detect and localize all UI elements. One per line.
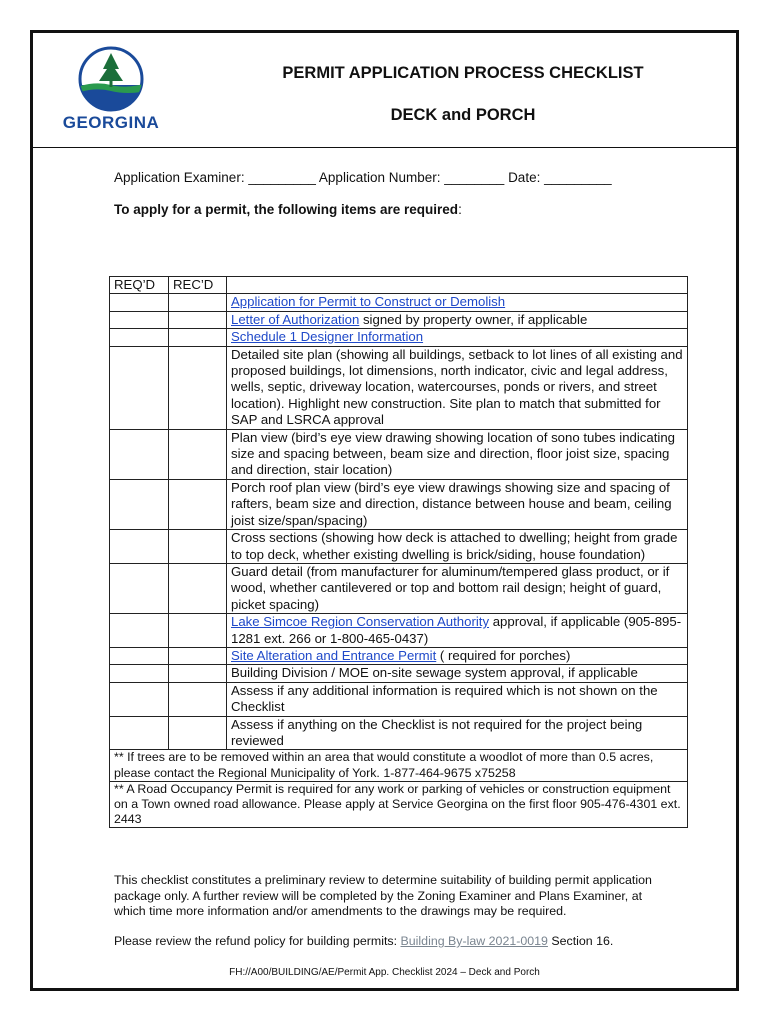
intro-text: To apply for a permit, the following items are required [114,202,459,217]
table-row [110,346,688,429]
table-header-row [110,277,688,294]
recd-checkbox-cell[interactable] [169,665,227,682]
recd-checkbox-cell[interactable] [169,479,227,529]
tree-removal-note: ** If trees are to be removed within an area that would constitute a woodlot of more than 0.5 acres, please contact the Regional Municipality of York. 1-877-464-9675 x75258 [110,750,688,781]
recd-checkbox-cell[interactable] [169,329,227,346]
item-cell: Assess if any additional information is required which is not shown on the Checklist [227,682,688,716]
refund-policy-section: Section 16. [547,934,614,948]
date-label: Date: [508,170,541,185]
recd-checkbox-cell[interactable] [169,647,227,664]
examiner-label: Application Examiner: [114,170,245,185]
reqd-checkbox-cell[interactable] [110,329,169,346]
road-occupancy-note: ** A Road Occupancy Permit is required for any work or parking of vehicles or construction equipment on a Town owned road allowance. Please apply at Service Georgina on the first floor 905-476-4301 ext. 2443 [110,781,688,828]
reqd-checkbox-cell[interactable] [110,647,169,664]
reqd-checkbox-cell[interactable] [110,716,169,750]
table-row [110,530,688,564]
table-row [110,716,688,750]
recd-checkbox-cell[interactable] [169,429,227,479]
table-note-row [110,781,688,828]
examiner-field[interactable]: _________ [244,170,319,185]
disclaimer-paragraph: This checklist constitutes a preliminary review to determine suitability of building permit application package only. A further review will be completed by the Zoning Examiner and Plans Examiner, at which time more information and/or amendments to the drawings may be required. [114,873,652,919]
document-frame [30,30,739,991]
reqd-checkbox-cell[interactable] [110,294,169,311]
column-header-recd: REC’D [169,277,227,294]
recd-checkbox-cell[interactable] [169,563,227,613]
table-row [110,329,688,346]
recd-checkbox-cell[interactable] [169,311,227,328]
reqd-checkbox-cell[interactable] [110,665,169,682]
recd-checkbox-cell[interactable] [169,346,227,429]
reqd-checkbox-cell[interactable] [110,682,169,716]
table-row [110,647,688,664]
recd-checkbox-cell[interactable] [169,682,227,716]
intro-colon: : [458,202,462,217]
item-cell: Plan view (bird’s eye view drawing showing location of sono tubes indicating size and spacing between, beam size and direction, floor joist size, spacing and direction, stair location) [227,429,688,479]
recd-checkbox-cell[interactable] [169,716,227,750]
item-cell [227,294,688,311]
item-cell: Building Division / MOE on-site sewage system approval, if applicable [227,665,688,682]
schedule-1-designer-link[interactable]: Schedule 1 Designer Information [231,329,424,345]
item-cell [227,311,688,328]
requirements-table [109,276,688,828]
recd-checkbox-cell[interactable] [169,294,227,311]
item-cell: Porch roof plan view (bird’s eye view drawings showing size and spacing of rafters, beam size and direction, distance between house and beam, ceiling joist size/span/spacing) [227,479,688,529]
table-row [110,479,688,529]
reqd-checkbox-cell[interactable] [110,429,169,479]
reqd-checkbox-cell[interactable] [110,563,169,613]
application-info-line [114,170,612,185]
table-row [110,294,688,311]
table-row [110,665,688,682]
item-cell [227,647,688,664]
refund-policy-paragraph [114,934,674,950]
building-bylaw-link[interactable]: Building By-law 2021-0019 [400,934,548,948]
item-cell: Assess if anything on the Checklist is not required for the project being reviewed [227,716,688,750]
item-cell [227,614,688,648]
date-field[interactable]: _________ [540,170,612,185]
lsrca-link[interactable]: Lake Simcoe Region Conservation Authority [231,614,490,630]
recd-checkbox-cell[interactable] [169,614,227,648]
item-text: approval, if applicable (905-895-1281 ext. 266 or 1-800-465-0437) [231,614,682,646]
letter-of-authorization-link[interactable]: Letter of Authorization [231,311,360,327]
table-row [110,311,688,328]
item-cell [227,329,688,346]
column-header-reqd: REQ’D [110,277,169,294]
item-text: ( required for porches) [436,647,571,663]
item-cell: Detailed site plan (showing all buildings, setback to lot lines of all existing and proposed buildings, lot dimensions, north indicator, civic and legal address, wells, septic, driveway location, watercourses, ponds or rivers, and street location). Highlight new construction. Site plan to match that submitted for SAP and LSRCA approval [227,346,688,429]
table-row [110,614,688,648]
item-text: signed by property owner, if applicable [359,311,588,327]
item-cell: Cross sections (showing how deck is attached to dwelling; height from grade to top deck, whether existing dwelling is brick/siding, house foundation) [227,530,688,564]
refund-policy-text: Please review the refund policy for building permits: [114,934,401,948]
recd-checkbox-cell[interactable] [169,530,227,564]
application-permit-link[interactable]: Application for Permit to Construct or Demolish [231,294,506,310]
column-header-item [227,277,688,294]
reqd-checkbox-cell[interactable] [110,614,169,648]
reqd-checkbox-cell[interactable] [110,479,169,529]
page-subtitle: DECK and PORCH [390,106,536,124]
reqd-checkbox-cell[interactable] [110,311,169,328]
reqd-checkbox-cell[interactable] [110,530,169,564]
application-number-label: Application Number: [318,170,441,185]
requirements-intro [114,202,462,217]
application-number-field[interactable]: ________ [440,170,509,185]
table-row [110,682,688,716]
logo-wordmark: GEORGINA [62,113,160,132]
page-title: PERMIT APPLICATION PROCESS CHECKLIST [282,64,644,82]
document-footer: FH://A00/BUILDING/AE/Permit App. Checklist 2024 – Deck and Porch [229,967,540,978]
site-alteration-permit-link[interactable]: Site Alteration and Entrance Permit [231,647,437,663]
table-row [110,563,688,613]
item-cell: Guard detail (from manufacturer for aluminum/tempered glass product, or if wood, whether cantilevered or top and bottom rail design; height of guard, picket spacing) [227,563,688,613]
reqd-checkbox-cell[interactable] [110,346,169,429]
document-header [33,33,736,148]
table-note-row [110,750,688,781]
table-row [110,429,688,479]
